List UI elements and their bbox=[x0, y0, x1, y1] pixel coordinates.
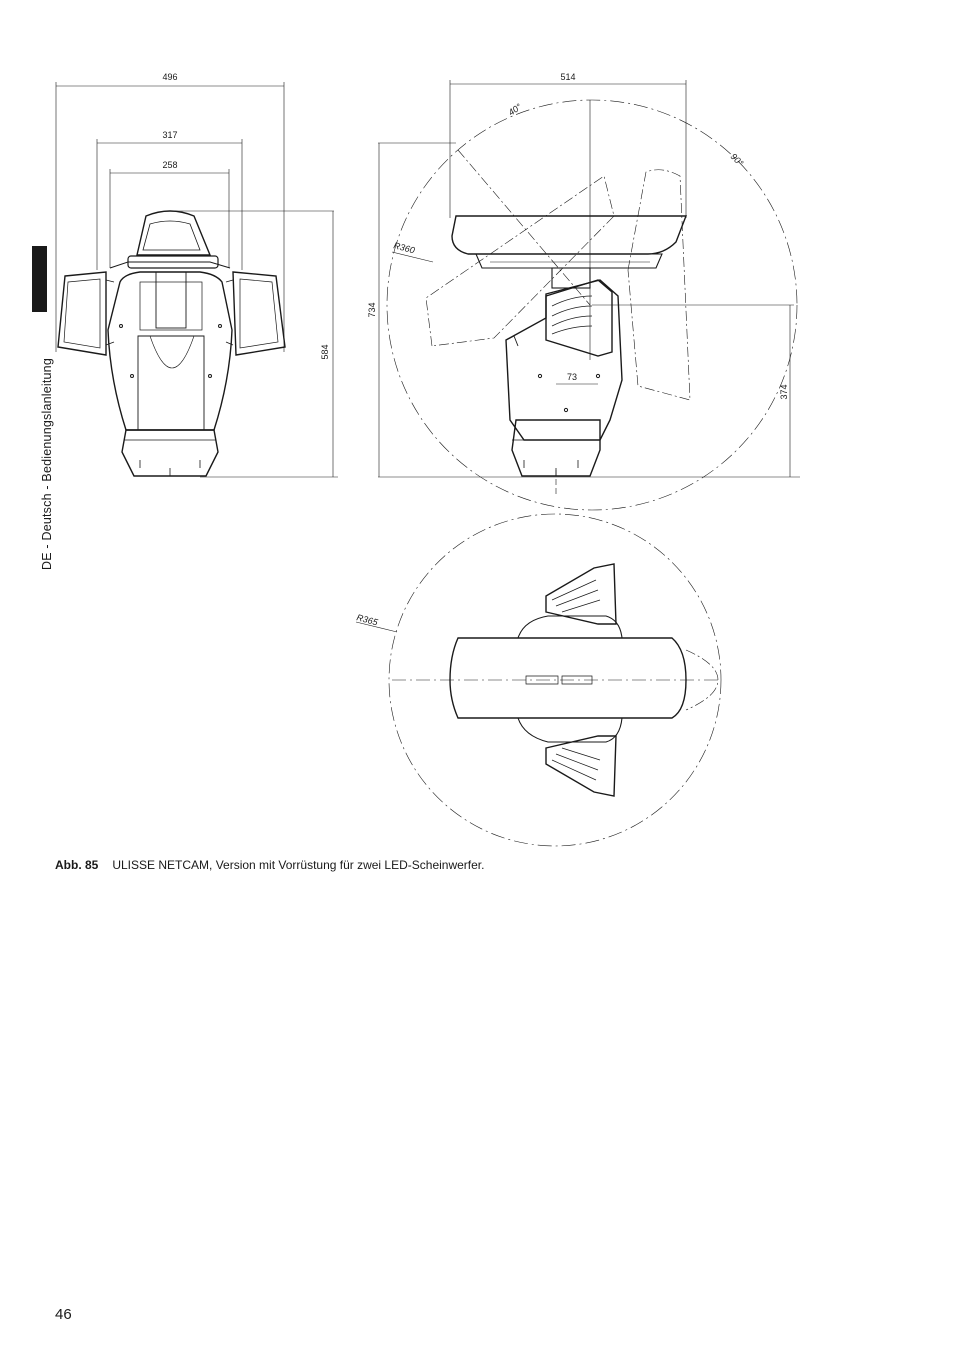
figure-number: Abb. 85 bbox=[55, 858, 99, 872]
side-view bbox=[367, 72, 800, 510]
top-view bbox=[355, 514, 721, 846]
dim-lower-height: 374 bbox=[779, 384, 789, 400]
dim-width-inner: 258 bbox=[162, 160, 178, 170]
dim-offset: 73 bbox=[566, 372, 578, 382]
figure-caption bbox=[55, 858, 484, 872]
figure-caption-text: ULISSE NETCAM, Version mit Vorrüstung für zwei LED-Scheinwerfer. bbox=[112, 858, 485, 872]
dim-height-front: 584 bbox=[320, 344, 330, 360]
section-side-label: DE - Deutsch - Bedienungslanleitung bbox=[40, 358, 54, 570]
page-number: 46 bbox=[55, 1306, 72, 1323]
radius-top: R365 bbox=[355, 612, 379, 628]
dim-height-side: 734 bbox=[367, 302, 377, 318]
dim-width-mid: 317 bbox=[162, 130, 178, 140]
dim-width-outer: 496 bbox=[162, 72, 178, 82]
angle-rotation: 90° bbox=[728, 151, 746, 169]
front-view bbox=[56, 72, 338, 477]
angle-tilt: 40° bbox=[506, 101, 524, 118]
radius-side: R360 bbox=[392, 240, 416, 256]
dim-width-side: 514 bbox=[560, 72, 576, 82]
